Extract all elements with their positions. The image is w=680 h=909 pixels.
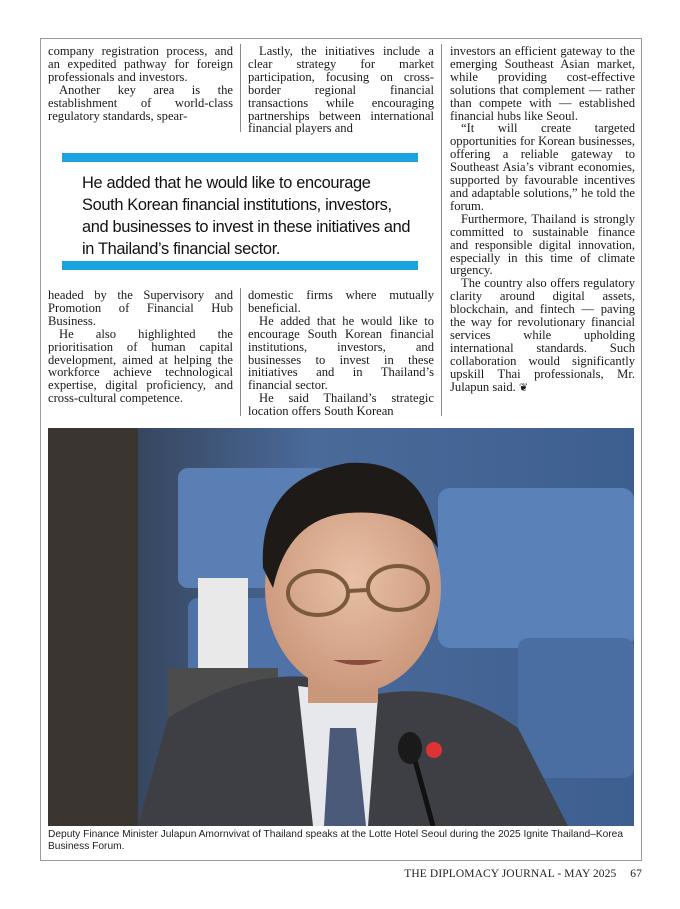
paragraph: Lastly, the initiatives include a clear strategy for market participation, focusing on cross-border regional financial transactions while encouraging partnerships between international financial players and [248, 45, 434, 136]
paragraph: He also highlighted the prioritisation of human capital development, aimed at helping the workforce achieve technological expertise, digital proficiency, and cross-cultural competence. [48, 326, 233, 406]
paragraph: “It will create targeted opportunities for Korean businesses, offering a reliable gateway to Southeast Asia’s vibrant economies, supported by favourable incentives and adaptable solutions,” he told the forum. [450, 121, 635, 213]
paragraph: headed by the Supervisory and Promotion of Financial Hub Business. [48, 289, 233, 328]
page-number: 67 [630, 868, 642, 880]
publication-name: THE DIPLOMACY JOURNAL - MAY 2025 [404, 868, 617, 880]
pull-quote: He added that he would like to encourage South Korean financial institutions, investors, and businesses to invest in these initiatives and in Thailand’s financial sector. [82, 174, 411, 258]
paragraph: Another key area is the establishment of world-class regulatory standards, spear- [48, 82, 233, 123]
paragraph: Furthermore, Thailand is strongly committed to sustainable finance and responsible digital innovation, especially in this time of climate urgency. [450, 211, 635, 278]
paragraph: He said Thailand’s strategic location offers South Korean [248, 391, 434, 419]
pull-quote-top-bar [62, 153, 418, 162]
page-footer [404, 868, 642, 880]
paragraph-text: The country also offers regulatory clarity around digital assets, blockchain, and fintech — paving the way for revolutionary financial services while upholding international standards. Such collaboration would significantly upskill Thai professionals, Mr. Julapun said. [450, 276, 635, 394]
paragraph: company registration process, and an expedited pathway for foreign professionals and investors. [48, 45, 233, 84]
article-column-3 [450, 45, 635, 425]
photo-caption: Deputy Finance Minister Julapun Amornvivat of Thailand speaks at the Lotte Hotel Seoul during the 2025 Ignite Thailand–Korea Business Forum. [48, 829, 624, 852]
column-divider [441, 44, 442, 416]
speaker-photo [48, 428, 634, 826]
paragraph: domestic firms where mutually beneficial. [248, 289, 434, 315]
paragraph: He added that he would like to encourage South Korean financial institutions, investors, and businesses to invest in these initiatives and in Thailand’s financial sector. [248, 313, 434, 393]
pull-quote-bottom-bar [62, 261, 418, 270]
column-divider [240, 44, 241, 132]
article-column-1-top [48, 45, 233, 141]
article-column-2-top [248, 45, 434, 141]
end-mark-icon: ❦ [518, 381, 529, 394]
paragraph [450, 277, 635, 394]
column-divider [240, 288, 241, 416]
article-column-1-bottom [48, 289, 233, 421]
article-column-2-bottom [248, 289, 434, 421]
paragraph: investors an efficient gateway to the emerging Southeast Asian market, while providing cost-effective solutions that complement — rather than compete with — established financial hubs like Seoul. [450, 45, 635, 123]
